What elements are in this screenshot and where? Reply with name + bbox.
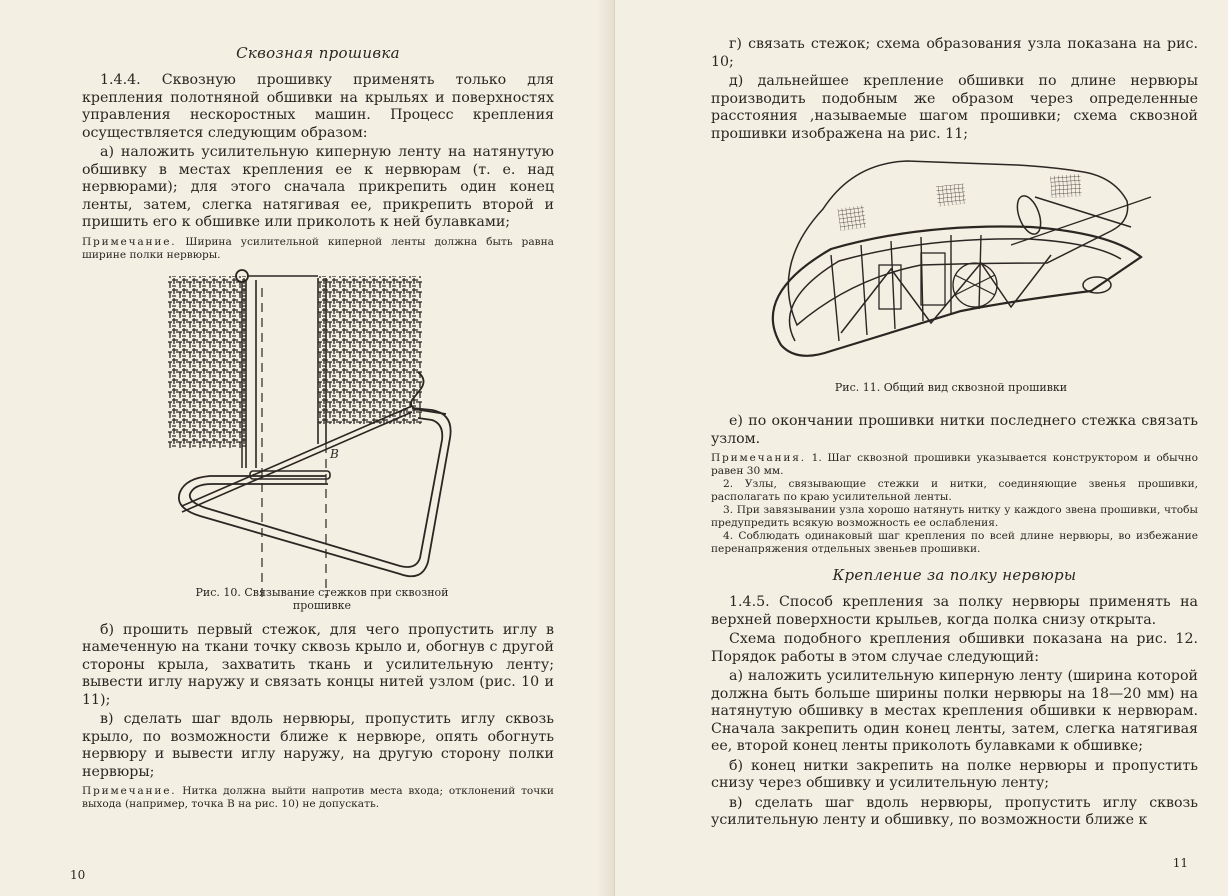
item-b: б) прошить первый стежок, для чего пропустить иглу в намеченную на ткани точку сквозь крыло и, обогнув с другой стороны крыла, захватить ткань и усилительную ленту; вывести иглу наружу и связать концы нитей узлом (рис. 10 и 11); (82, 621, 554, 708)
item-d: д) дальнейшее крепление обшивки по длине нервюры производить подобным же образом через определенные расстояния ,называемые шагом прошивки; схема сквозной прошивки изображена на рис. 11; (711, 73, 1198, 142)
notes-label: Примечания. (711, 452, 806, 464)
note-label: Примечание. (82, 235, 177, 248)
figure-10-caption: Рис. 10. Связывание стежков при сквозной прошивке (195, 585, 449, 612)
item-a: а) наложить усилительную киперную ленту на натянутую обшивку в местах крепления ее к нервюрам (т. е. над нервюрами); для этого сначала прикрепить один конец ленты, затем, слегка натягивая ее, прикрепить второй и пришить его к обшивке или приколоть к ней булавками; (82, 144, 554, 230)
item-v: в) сделать шаг вдоль нервюры, пропустить иглу сквозь крыло, по возможности ближе к нервюре, опять обогнуть нервюру и вывести иглу наружу, на другую сторону полки нервюры; (82, 711, 554, 780)
page-number-right: 11 (1172, 856, 1188, 870)
item-e: е) по окончании прошивки нитки последнего стежка связать узлом. (711, 413, 1198, 447)
figure-10 (82, 268, 554, 612)
item-a2: а) наложить усилительную киперную ленту (ширина которой должна быть больше ширины полки нервюры на 18—20 мм) на натянутую обшивку в местах крепления обшивки к нервюрам. Сначала закрепить один конец ленты, затем, слегка натягивая ее, второй конец ленты приколоть булавками к обшивке; (711, 668, 1198, 754)
figure-11-caption: Рис. 11. Общий вид сквозной прошивки (834, 381, 1068, 394)
note-2: 2. Узлы, связывающие стежки и нитки, соединяющие звенья прошивки, располагать по краю усилительной ленты. (711, 478, 1198, 503)
figure-11-drawing (711, 145, 1199, 375)
note-4: 4. Соблюдать одинаковый шаг крепления по всей длине нервюры, во избежание перенапряжения отдельных звеньев прошивки. (711, 530, 1198, 555)
paragraph-scheme: Схема подобного крепления обшивки показана на рис. 12. Порядок работы в этом случае следующий: (711, 631, 1198, 665)
paragraph-1-4-5: 1.4.5. Способ крепления за полку нервюры применять на верхней поверхности крыльев, когда полка снизу открыта. (711, 594, 1198, 628)
note-tape-width (82, 236, 554, 262)
page-number-left: 10 (70, 868, 86, 882)
figure-10-drawing (82, 268, 554, 602)
section-title-through-stitching: Сквозная прошивка (236, 44, 400, 62)
item-g: г) связать стежок; схема образования узла показана на рис. 10; (711, 36, 1198, 70)
point-b-label: B (330, 446, 339, 461)
note-text: Ширина усилительной киперной ленты должна быть равна ширине полки нервюры. (82, 235, 554, 261)
paragraph-1-4-4: 1.4.4. Сквозную прошивку применять только для крепления полотняной обшивки на крыльях и поверхностях управления нескоростных машин. Процесс крепления осуществляется следующим образом: (82, 72, 554, 141)
item-b2: б) конец нитки закрепить на полке нервюры и пропустить снизу через обшивку и усилительную ленту; (711, 757, 1198, 791)
figure-11 (711, 145, 1198, 413)
note-1: 1. Шаг сквозной прошивки указывается конструктором и обычно равен 30 мм. (711, 452, 1198, 477)
note-label: Примечание. (82, 785, 177, 797)
section-title-rib-flange: Крепление за полку нервюры (832, 566, 1077, 584)
fabric-texture-right (318, 276, 422, 424)
notes-block (711, 452, 1198, 478)
note-text: Нитка должна выйти напротив места входа; отклонений точки выхода (например, точка B на рис. 10) не допускать. (82, 785, 554, 810)
fabric-texture-left (168, 276, 246, 448)
item-v2: в) сделать шаг вдоль нервюры, пропустить иглу сквозь усилительную ленту и обшивку, по возможности ближе к (711, 794, 1198, 828)
note-exit-point (82, 785, 554, 811)
right-page (614, 0, 1228, 896)
note-3: 3. При завязывании узла хорошо натянуть нитку у каждого звена прошивки, чтобы предупредить всякую возможность ее ослабления. (711, 504, 1198, 529)
